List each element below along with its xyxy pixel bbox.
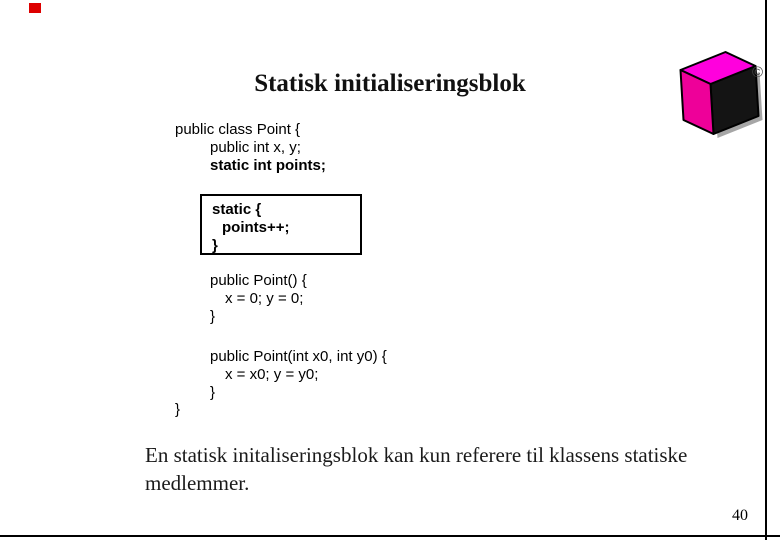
code-ctor-params-open: public Point(int x0, int y0) { [210,348,387,365]
code-ctor-default-body: x = 0; y = 0; [225,290,304,307]
copyright-icon: © [752,64,764,81]
code-ctor-default-close: } [210,308,216,325]
code-static-body: points++; [222,219,290,236]
code-static-open: static { [212,201,262,218]
code-ctor-params-close: } [210,384,216,401]
page-number: 40 [732,507,748,524]
code-ctor-params-body: x = x0; y = y0; [225,366,319,383]
static-init-box [200,194,362,255]
code-static-field-decl: static int points; [210,157,326,174]
code-class-close: } [175,401,181,418]
frame-line-bottom [0,535,780,537]
code-ctor-default-open: public Point() { [210,272,307,289]
note-text: En statisk initaliseringsblok kan kun referere til klassens statiske medlemmer. [145,443,688,495]
code-static-close: } [212,237,218,254]
code-class-decl: public class Point { [175,121,301,138]
slide-title: Statisk initialiseringsblok [254,70,526,97]
code-field-decl: public int x, y; [210,139,301,156]
red-corner-marker [29,3,41,13]
